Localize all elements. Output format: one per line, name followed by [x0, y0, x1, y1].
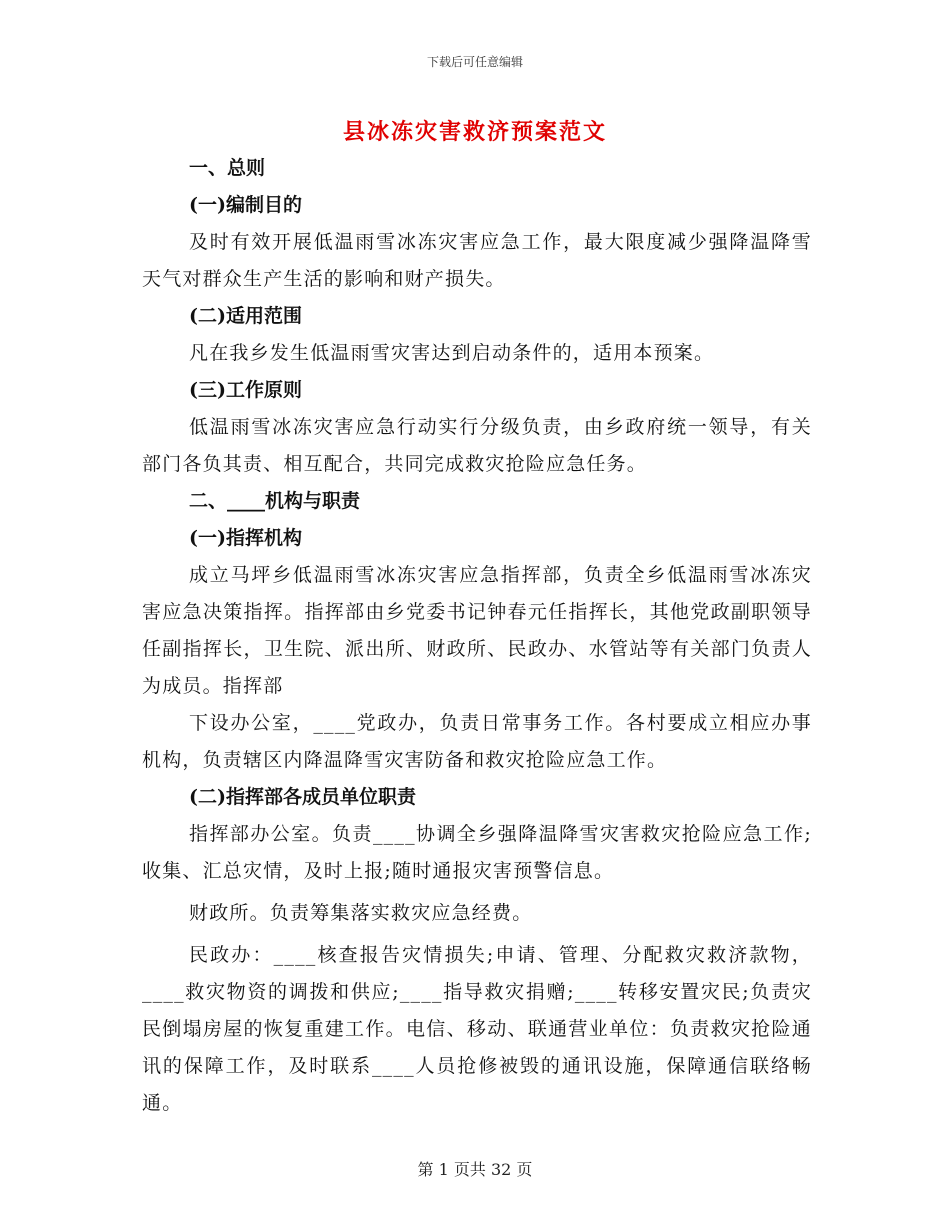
- subsection-heading-duties: (二)指挥部各成员单位职责: [189, 786, 416, 808]
- paragraph-purpose: 及时有效开展低温雨雪冰冻灾害应急工作，最大限度减少强降温降雪天气对群众生产生活的影响和财产损失。: [142, 231, 812, 290]
- subsection-heading-purpose: (一)编制目的: [189, 194, 302, 216]
- paragraph-office: 下设办公室，____党政办，负责日常事务工作。各村要成立相应办事机构，负责辖区内降温降雪灾害防备和救灾抢险应急工作。: [142, 712, 812, 771]
- section-heading-organization: 二、____机构与职责: [189, 490, 361, 512]
- paragraph-scope: 凡在我乡发生低温雨雪灾害达到启动条件的，适用本预案。: [189, 342, 715, 364]
- section-heading-general: 一、总则: [189, 157, 266, 179]
- paragraph-principles: 低温雨雪冰冻灾害应急行动实行分级负责，由乡政府统一领导，有关部门各负其责、相互配合，共同完成救灾抢险应急任务。: [142, 416, 812, 475]
- paragraph-civil-affairs-duties: 民政办：____核查报告灾情损失;申请、管理、分配救灾救济款物，____救灾物资的调拨和供应;____指导救灾捐赠;____转移安置灾民;负责灾民倒塌房屋的恢复重建工作。电信、移动、联通营业单位：负责救灾抢险通讯的保障工作，及时联系____人员抢修被毁的通讯设施，保障通信联络畅通。: [142, 944, 812, 1114]
- paragraph-finance-duties: 财政所。负责筹集落实救灾应急经费。: [189, 902, 533, 924]
- subsection-heading-scope: (二)适用范围: [189, 305, 302, 327]
- document-body: [142, 150, 812, 1122]
- document-title: 县冰冻灾害救济预案范文: [342, 119, 607, 145]
- page-header-note: 下载后可任意编辑: [426, 55, 523, 69]
- paragraph-office-duties: 指挥部办公室。负责____协调全乡强降温降雪灾害救灾抢险应急工作;收集、汇总灾情，及时上报;随时通报灾害预警信息。: [142, 823, 812, 882]
- subsection-heading-principles: (三)工作原则: [189, 379, 302, 401]
- page-number: 第 1 页共 32 页: [417, 1160, 533, 1179]
- subsection-heading-command: (一)指挥机构: [189, 527, 302, 549]
- paragraph-command: 成立马坪乡低温雨雪冰冻灾害应急指挥部，负责全乡低温雨雪冰冻灾害应急决策指挥。指挥部由乡党委书记钟春元任指挥长，其他党政副职领导任副指挥长，卫生院、派出所、财政所、民政办、水管站等有关部门负责人为成员。指挥部: [142, 564, 812, 697]
